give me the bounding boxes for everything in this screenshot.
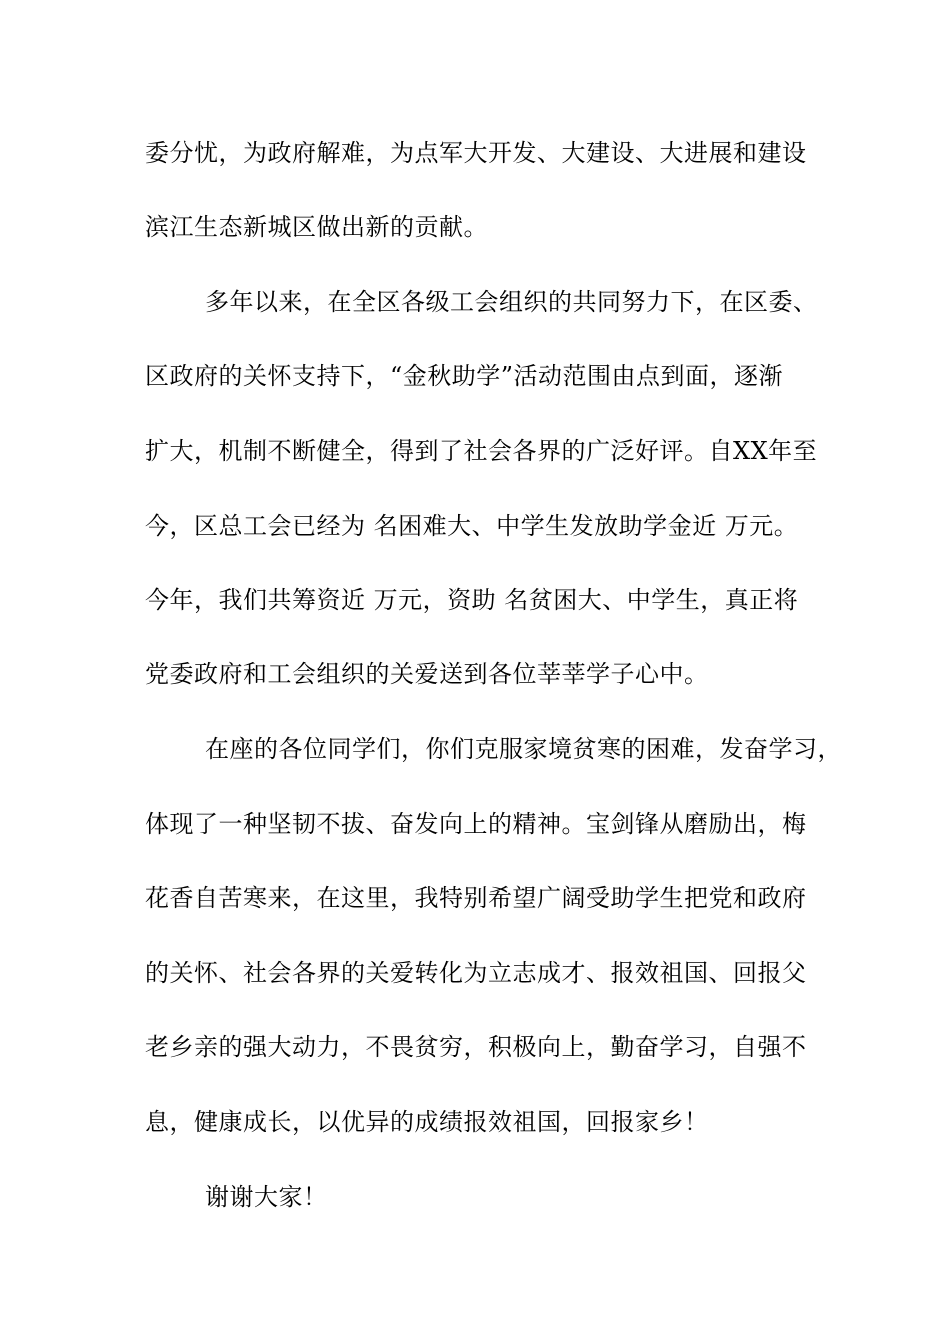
paragraph-line: 多年以来，在全区各级工会组织的共同努力下，在区委、 (205, 288, 818, 316)
paragraph-line: 的关怀、社会各界的关爱转化为立志成才、报效祖国、回报父 (145, 959, 807, 987)
closing-line: 谢谢大家！ (205, 1183, 328, 1211)
paragraph-line: 滨江生态新城区做出新的贡献。 (145, 213, 488, 241)
paragraph-line: 扩大，机制不断健全，得到了社会各界的广泛好评。自XX年至 (145, 437, 818, 465)
paragraph-line: 委分忧，为政府解难，为点军大开发、大建设、大进展和建设 (145, 139, 807, 167)
paragraph-line: 今，区总工会已经为 名困难大、中学生发放助学金近 万元。 (145, 512, 799, 540)
paragraph-line: 花香自苦寒来，在这里，我特别希望广阔受助学生把党和政府 (145, 884, 807, 912)
paragraph-line: 今年，我们共筹资近 万元，资助 名贫困大、中学生，真正将 (145, 586, 799, 614)
paragraph-line: 息，健康成长，以优异的成绩报效祖国，回报家乡！ (145, 1108, 709, 1136)
paragraph-line: 老乡亲的强大动力，不畏贫穷，积极向上，勤奋学习，自强不 (145, 1033, 807, 1061)
paragraph-line: 体现了一种坚韧不拔、奋发向上的精神。宝剑锋从磨励出，梅 (145, 810, 807, 838)
paragraph-line: 区政府的关怀支持下，“金秋助学”活动范围由点到面，逐渐 (145, 362, 784, 390)
paragraph-line: 党委政府和工会组织的关爱送到各位莘莘学子心中。 (145, 660, 709, 688)
paragraph-line: 在座的各位同学们，你们克服家境贫寒的困难，发奋学习， (205, 735, 842, 763)
